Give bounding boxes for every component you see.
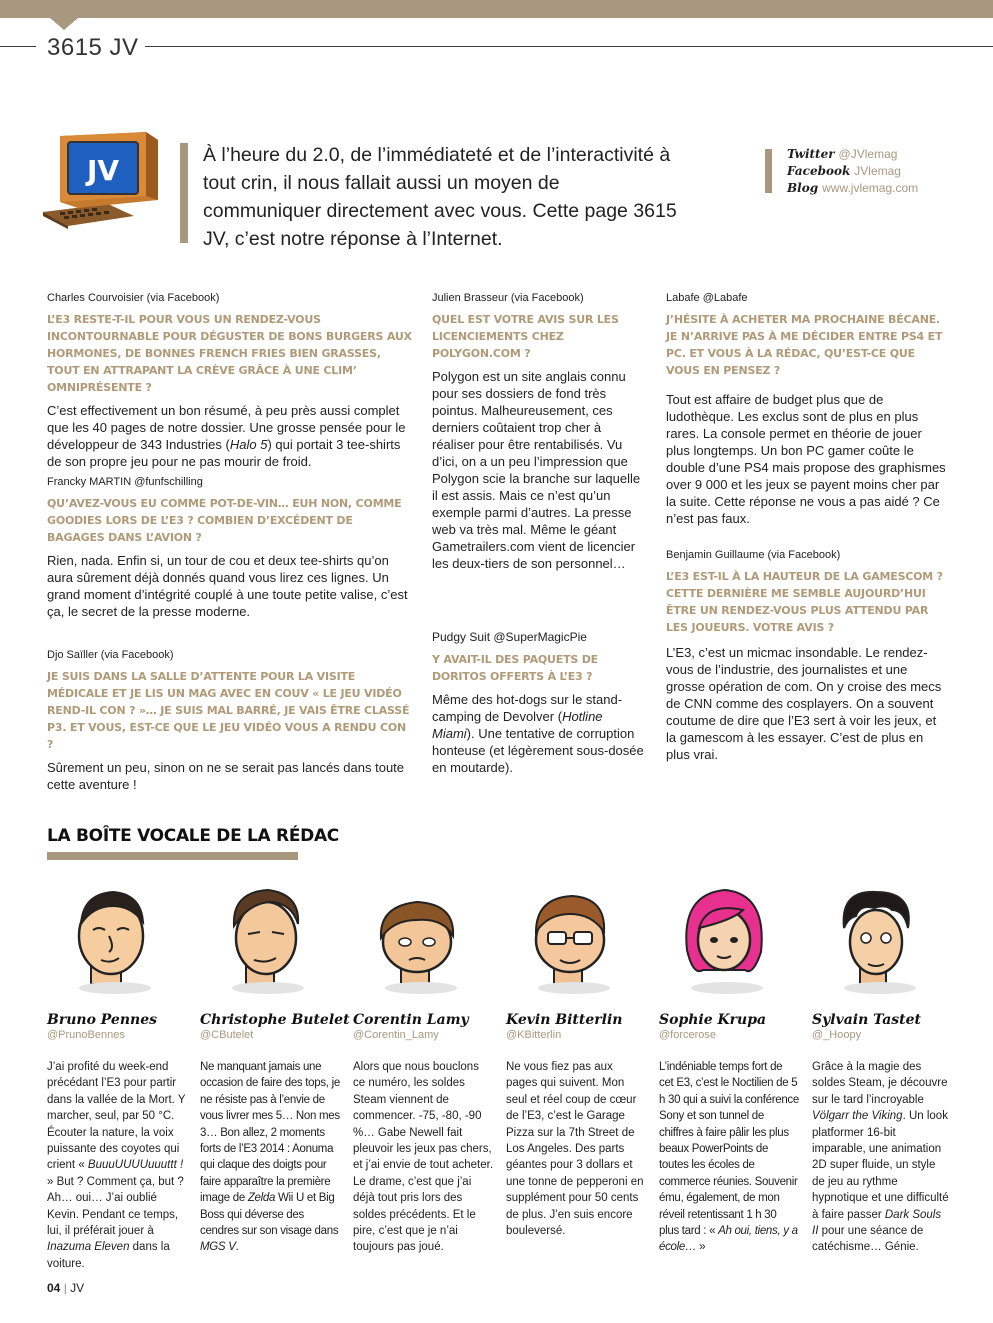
header-rule-right: [145, 46, 993, 47]
avatar-corentin-icon: [367, 880, 467, 996]
letter-answer: Tout est affaire de budget plus que de ludothèque. Les exclus sont de plus en plus rares. La console permet en théorie de jouer plus longtemps. Un bon PC gamer coûte le double d’une PS4 mais propose des graphismes over 9 000 et les jeux se payent moins cher par la suite. Cette réponse ne vous a pas aidé ? Ce n’est pas faux.: [666, 392, 946, 526]
twitter-handle: @JVlemag: [838, 147, 898, 161]
staff-message: Alors que nous bouclons ce numéro, les soldes Steam viennent de commencer. -75, -80, -90 %… Gabe Newell fait pleuvoir les jeux pas chers, et j’ai envie de tout acheter. Le drame, c’est que j’ai déjà tout pris lors des soldes précédents. Et le pire, c’est que je n’ai toujours pas joué.: [353, 1061, 494, 1254]
avatar-sylvain-icon: [826, 880, 926, 996]
letter-answer: Sûrement un peu, sinon on ne se serait pas lancés dans toute cette aventure !: [47, 760, 405, 792]
letter-question: L’E3 RESTE-T-IL POUR VOUS UN RENDEZ-VOUS INCONTOURNABLE POUR DÉGUSTER DE BONS BURGERS AUX HORMONES, DE BONNES FRENCH FRIES BIEN GRASSES, TOUT EN ATTRAPANT LA CRÈVE GRÂCE À UNE CLIM’ OMNIPRÉSENTE ?: [47, 313, 412, 394]
intro-accent-bar: [180, 143, 188, 243]
staff-handle[interactable]: @PrunoBennes: [47, 1029, 125, 1041]
avatar: [520, 880, 620, 996]
page-folio: 04 | JV: [47, 1281, 85, 1295]
letter-6: [666, 292, 946, 527]
staff-handle[interactable]: @CButelet: [200, 1029, 254, 1041]
letter-5: [432, 630, 644, 776]
page-number: 04: [47, 1281, 61, 1295]
voicemail-title: LA BOÎTE VOCALE DE LA RÉDAC: [47, 826, 339, 846]
letter-answer: C’est effectivement un bon résumé, à peu près aussi complet que les 40 pages de notre dossier. Une grosse pensée pour le développeur de 343 Industries (Halo 5) qui portait 3 tee-shirts de son propre jeu pour ne pas mourir de froid.: [47, 403, 406, 469]
voicemail-title-bar: [47, 852, 298, 860]
letter-answer: Polygon est un site anglais connu pour ses dossiers de fond très pointus. Malheureusement, ces derniers coûtaient trop cher à réaliser pour être rentabilisés. Vu d’ici, on a un peu l’impression que Polygon scie la branche sur laquelle il est assis. Mais ce n’est qu’un exemple parmi d’autres. La presse web va très mal. Même le géant Gametrailers.com vient de licencier les deux-tiers de son personnel…: [432, 369, 641, 571]
staff-name: Sylvain Tastet: [812, 1012, 922, 1028]
staff-name: Bruno Pennes: [47, 1012, 157, 1028]
letter-4: [432, 292, 644, 572]
top-band: [0, 0, 993, 18]
avatar-sophie-icon: [673, 880, 773, 996]
monitor-label: JV: [86, 154, 120, 187]
letter-question: Y AVAIT-IL DES PAQUETS DE DORITOS OFFERTS À L’E3 ?: [432, 653, 598, 683]
staff-handle[interactable]: @forcerose: [659, 1029, 717, 1041]
intro-text: À l’heure du 2.0, de l’immédiateté et de l’interactivité à tout crin, il nous fallait aussi un moyen de communiquer directement avec vous. Cette page 3615 JV, c’est notre réponse à l’Internet.: [203, 144, 677, 250]
facebook-label: Facebook: [787, 164, 851, 178]
letter-author: Pudgy Suit @SuperMagicPie: [432, 630, 587, 644]
staff-bruno-pennes: [47, 880, 187, 1272]
letter-answer: Même des hot-dogs sur le stand-camping de Devolver (Hotline Miami). Une tentative de corruption honteuse (et légèrement sous-dosée en moutarde).: [432, 692, 644, 775]
staff-christophe-butelet: [200, 880, 350, 1256]
twitter-label: Twitter: [787, 147, 835, 161]
header-rule-left: [0, 46, 36, 47]
facebook-handle: JVlemag: [854, 164, 901, 178]
letter-2: [47, 476, 412, 620]
social-facebook[interactable]: [787, 163, 918, 180]
letter-author: Charles Courvoisier (via Facebook): [47, 292, 220, 304]
staff-kevin-bitterlin: [506, 880, 646, 1239]
staff-sylvain-tastet: [812, 880, 950, 1256]
letter-question: L’E3 EST-IL À LA HAUTEUR DE LA GAMESCOM ? CETTE DERNIÈRE ME SEMBLE AUJOURD’HUI ÊTRE UN RENDEZ-VOUS PLUS ATTENDU PAR LES JOUEURS. VOTRE AVIS ?: [666, 570, 943, 634]
staff-message: J’ai profité du week-end précédant l’E3 pour partir dans la vallée de la Mort. Y marcher, seul, par 50 °C. Écouter la nature, la voix puissante des coyotes qui crient « BuuuUUUUuuuttt ! » But ? Comment ça, but ? Ah… oui… J’ai oublié Kevin. Pendant ce temps, lui, il préférait jouer à Inazuma Eleven dans la voiture.: [47, 1061, 186, 1270]
staff-message: L’indéniable temps fort de cet E3, c’est le Noctilien de 5 h 30 qui a suivi la conférence Sony et son tunnel de chiffres à faire pâlir les plus beaux PowerPoints de toutes les écoles de commerce réunies. Souvenir ému, également, de mon réveil retentissant 1 h 30 plus tard : « Ah oui, tiens, y a école… »: [659, 1061, 799, 1254]
avatar-kevin-icon: [520, 880, 620, 996]
staff-handle[interactable]: @Corentin_Lamy: [353, 1029, 439, 1041]
letter-question: JE SUIS DANS LA SALLE D’ATTENTE POUR LA VISITE MÉDICALE ET JE LIS UN MAG AVEC EN COUV « LE JEU VIDÉO REND-IL CON ? »… JE SUIS MAL BARRÉ, JE VAIS ÊTRE CLASSÉ P3. ET VOUS, EST-CE QUE LE JEU VIDÉO VOUS A RENDU CON ?: [47, 670, 410, 751]
staff-name: Sophie Krupa: [659, 1012, 767, 1028]
letter-author: Benjamin Guillaume (via Facebook): [666, 549, 841, 561]
letter-question: QUEL EST VOTRE AVIS SUR LES LICENCIEMENTS CHEZ POLYGON.COM ?: [432, 313, 619, 360]
staff-name: Kevin Bitterlin: [506, 1012, 623, 1028]
blog-url: www.jvlemag.com: [822, 181, 919, 195]
letter-1: [47, 292, 412, 470]
magazine-name: JV: [70, 1281, 85, 1295]
social-accent-bar: [765, 149, 772, 193]
staff-message: Ne vous fiez pas aux pages qui suivent. Mon seul et réel coup de cœur de l’E3, c’est le Garage Pizza sur la 7th Street de Los Angeles. Des parts géantes pour 3 dollars et une tonne de pepperoni en supplément pour 50 cents de plus. J’en suis encore bouleversé.: [506, 1061, 644, 1238]
social-blog[interactable]: [787, 180, 918, 197]
avatar: [673, 880, 773, 996]
staff-sophie-krupa: [659, 880, 799, 1256]
letter-answer: L’E3, c’est un micmac insondable. Le rendez-vous de l’industrie, des journalistes et une grosse opération de com. On y croise des mecs de CNN comme des cosplayers. On a souvent coutume de dire que l’E3 sert à voir les jeux, et la gamescom à les essayer. C’est de plus en plus vrai.: [666, 645, 942, 762]
avatar: [61, 880, 161, 996]
letter-author: Francky MARTIN @funfschilling: [47, 476, 203, 488]
social-links: [787, 146, 918, 197]
staff-name: Corentin Lamy: [353, 1012, 469, 1028]
top-band-notch: [50, 18, 78, 30]
staff-message: Grâce à la magie des soldes Steam, je découvre sur le tard l’incroyable Völgarr the Viking. Un look platformer 16-bit imparable, une animation 2D super fluide, un style de jeu au rythme hypnotique et une difficulté à faire passer Dark Souls II pour une séance de catéchisme… Génie.: [812, 1061, 949, 1254]
staff-handle[interactable]: @KBitterlin: [506, 1029, 562, 1041]
section-title: 3615 JV: [47, 34, 139, 61]
staff-message: Ne manquant jamais une occasion de faire des tops, je ne résiste pas à l’envie de vous livrer mes 5… Non mes 3… Bon allez, 2 moments forts de l’E3 2014 : Aonuma qui claque des doigts pour faire apparaître la première image de Zelda Wii U et Big Boss qui déverse des cendres sur son visage dans MGS V.: [200, 1061, 340, 1254]
avatar-bruno-icon: [61, 880, 161, 996]
avatar-christophe-icon: [214, 880, 314, 996]
letter-author: Djo Saïller (via Facebook): [47, 649, 174, 661]
staff-name: Christophe Butelet: [200, 1012, 350, 1028]
avatar: [214, 880, 314, 996]
retro-computer-icon: [38, 130, 168, 230]
letter-answer: Rien, nada. Enfin si, un tour de cou et deux tee-shirts qu’on aura sûrement déjà donnés quand vous lirez ces lignes. Un grand moment d’intégrité couplé à une toute petite valise, c’est ça, le secret de la presse moderne.: [47, 553, 408, 619]
letter-question: J’HÉSITE À ACHETER MA PROCHAINE BÉCANE. JE N’ARRIVE PAS À ME DÉCIDER ENTRE PS4 ET PC. ET VOUS À LA RÉDAC, QU’EST-CE QUE VOUS EN PENSEZ ?: [666, 313, 943, 377]
letter-7: [666, 549, 946, 763]
letter-author: Julien Brasseur (via Facebook): [432, 292, 584, 304]
social-twitter[interactable]: [787, 146, 918, 163]
blog-label: Blog: [787, 181, 819, 195]
letter-question: QU’AVEZ-VOUS EU COMME POT-DE-VIN… EUH NON, COMME GOODIES LORS DE L’E3 ? COMBIEN D’EXCÉDENT DE BAGAGES DANS L’AVION ?: [47, 497, 402, 544]
staff-corentin-lamy: [353, 880, 493, 1256]
avatar: [826, 880, 926, 996]
letter-author: Labafe @Labafe: [666, 292, 748, 304]
staff-handle[interactable]: @_Hoopy: [812, 1029, 862, 1041]
letter-3: [47, 649, 412, 793]
avatar: [367, 880, 467, 996]
